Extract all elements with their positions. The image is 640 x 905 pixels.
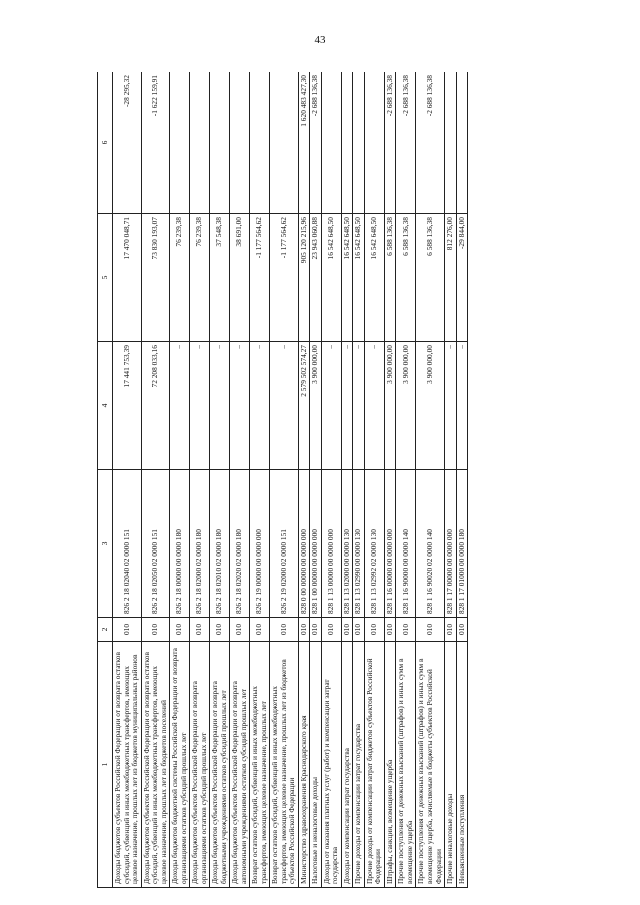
cell-exec: 76 239,38	[190, 214, 210, 342]
cell-dev: -28 295,32	[113, 72, 142, 214]
cell-dev: -2 688 136,38	[396, 72, 416, 214]
table-row	[310, 72, 322, 888]
table-row	[113, 72, 142, 888]
cell-name: Возврат остатков субсидий, субвенций и иных межбюджетных трансфертов, имеющих целевое назначение, прошлых лет из бюджетов субъектов Российской Федерации	[270, 642, 299, 888]
page-number: 43	[314, 34, 326, 46]
table-row	[190, 72, 210, 888]
cell-exec: 16 542 648,50	[321, 214, 341, 342]
cell-plan: 3 900 000,00	[396, 342, 416, 470]
cell-name: Доходы бюджетов бюджетной системы Российской Федерации от возврата организациями остатков субсидий прошлых лет	[170, 642, 190, 888]
rotated-sheet	[97, 72, 601, 888]
cell-code: 828 1 13 02990 00 0000 130	[353, 470, 365, 618]
cell-exec: 23 943 060,88	[310, 214, 322, 342]
cell-admin: 010	[141, 618, 170, 642]
table-row	[341, 72, 353, 888]
cell-admin: 010	[190, 618, 210, 642]
cell-dev: -2 688 136,38	[384, 72, 396, 214]
cell-admin: 010	[456, 618, 468, 642]
cell-dev	[456, 72, 468, 214]
cell-name: Доходы бюджетов субъектов Российской Федерации от возврата бюджетными учреждениями остатков субсидий прошлых лет	[210, 642, 230, 888]
cell-plan: –	[456, 342, 468, 470]
cell-name: Доходы от компенсации затрат государства	[341, 642, 353, 888]
cell-plan: –	[364, 342, 384, 470]
table-body	[113, 72, 468, 888]
table-row	[298, 72, 310, 888]
column-number: 2	[98, 618, 113, 642]
cell-admin: 010	[321, 618, 341, 642]
cell-dev	[445, 72, 457, 214]
cell-admin: 010	[210, 618, 230, 642]
cell-plan: –	[321, 342, 341, 470]
cell-code: 826 2 18 02050 02 0000 151	[141, 470, 170, 618]
cell-name: Доходы бюджетов субъектов Российской Федерации от возврата автономными учреждениями остатков субсидий прошлых лет	[230, 642, 250, 888]
cell-exec: 38 691,00	[230, 214, 250, 342]
cell-name: Прочие доходы от компенсации затрат государства	[353, 642, 365, 888]
table-row	[445, 72, 457, 888]
cell-admin: 010	[353, 618, 365, 642]
cell-dev: -1 622 159,91	[141, 72, 170, 214]
cell-dev	[230, 72, 250, 214]
table-row	[396, 72, 416, 888]
cell-plan: 3 900 000,00	[416, 342, 445, 470]
cell-exec: 73 830 193,07	[141, 214, 170, 342]
cell-code: 828 1 16 90020 02 0000 140	[416, 470, 445, 618]
cell-exec: 6 588 136,38	[384, 214, 396, 342]
cell-name: Невыясненные поступления	[456, 642, 468, 888]
cell-admin: 010	[230, 618, 250, 642]
cell-admin: 010	[364, 618, 384, 642]
cell-admin: 010	[341, 618, 353, 642]
cell-exec: -1 177 564,62	[250, 214, 270, 342]
cell-code: 826 2 19 02000 02 0000 151	[270, 470, 299, 618]
cell-dev	[270, 72, 299, 214]
cell-code: 828 1 13 00000 00 0000 000	[321, 470, 341, 618]
cell-exec: -1 177 564,62	[270, 214, 299, 342]
cell-name: Прочие поступления от денежных взысканий (штрафов) и иных сумм в возмещение ущерба, зачисляемые в бюджеты субъектов Российской Федерации	[416, 642, 445, 888]
cell-code: 826 2 19 00000 00 0000 000	[250, 470, 270, 618]
cell-admin: 010	[170, 618, 190, 642]
cell-exec: 16 542 648,50	[341, 214, 353, 342]
cell-plan: 72 208 033,16	[141, 342, 170, 470]
cell-dev	[321, 72, 341, 214]
cell-code: 828 1 17 00000 00 0000 000	[445, 470, 457, 618]
cell-plan: –	[341, 342, 353, 470]
cell-dev	[250, 72, 270, 214]
cell-exec: 17 470 048,71	[113, 214, 142, 342]
cell-name: Прочие доходы от компенсации затрат бюджетов субъектов Российской Федерации	[364, 642, 384, 888]
cell-dev: -2 688 136,38	[310, 72, 322, 214]
cell-dev	[210, 72, 230, 214]
table-row	[321, 72, 341, 888]
cell-name: Доходы бюджетов субъектов Российской Федерации от возврата организациями остатков субсидий прошлых лет	[190, 642, 210, 888]
column-number-row	[98, 72, 113, 888]
cell-code: 828 1 17 01000 00 0000 180	[456, 470, 468, 618]
cell-plan: 3 900 000,00	[384, 342, 396, 470]
cell-code: 828 1 13 02000 00 0000 130	[341, 470, 353, 618]
column-number: 6	[98, 72, 113, 214]
cell-dev: -2 688 136,38	[416, 72, 445, 214]
cell-admin: 010	[298, 618, 310, 642]
cell-exec: 37 548,38	[210, 214, 230, 342]
column-number: 1	[98, 642, 113, 888]
table-row	[141, 72, 170, 888]
cell-code: 826 2 18 00000 00 0000 180	[170, 470, 190, 618]
cell-exec: 6 588 136,38	[396, 214, 416, 342]
cell-dev	[341, 72, 353, 214]
cell-dev	[353, 72, 365, 214]
cell-code: 826 2 18 02000 02 0000 180	[190, 470, 210, 618]
cell-name: Возврат остатков субсидий, субвенций и иных межбюджетных трансфертов, имеющих целевое назначение, прошлых лет	[250, 642, 270, 888]
cell-plan: –	[210, 342, 230, 470]
cell-code: 828 1 13 02992 02 0000 130	[364, 470, 384, 618]
cell-plan: 17 441 753,39	[113, 342, 142, 470]
cell-plan: 3 900 000,00	[310, 342, 322, 470]
cell-dev: 1 620 483 427,30	[298, 72, 310, 214]
cell-admin: 010	[416, 618, 445, 642]
cell-code: 826 2 18 02040 02 0000 151	[113, 470, 142, 618]
table-row	[170, 72, 190, 888]
cell-plan: –	[170, 342, 190, 470]
column-number: 5	[98, 214, 113, 342]
cell-exec: 6 588 136,38	[416, 214, 445, 342]
table-row	[230, 72, 250, 888]
cell-exec: 76 239,38	[170, 214, 190, 342]
cell-admin: 010	[396, 618, 416, 642]
cell-name: Доходы бюджетов субъектов Российской Федерации от возврата остатков субсидий, субвенций и иных межбюджетных трансфертов, имеющих целевое назначение, прошлых лет из бюджетов поселений	[141, 642, 170, 888]
cell-plan: –	[230, 342, 250, 470]
cell-exec: 16 542 648,50	[364, 214, 384, 342]
cell-plan: 2 579 502 574,27	[298, 342, 310, 470]
column-number: 3	[98, 470, 113, 618]
cell-exec: 16 542 648,50	[353, 214, 365, 342]
cell-code: 828 0 00 00000 00 0000 000	[298, 470, 310, 618]
cell-code: 828 1 16 90000 00 0000 140	[396, 470, 416, 618]
table-row	[416, 72, 445, 888]
cell-code: 828 1 00 00000 00 0000 000	[310, 470, 322, 618]
column-number: 4	[98, 342, 113, 470]
table-row	[456, 72, 468, 888]
table-row	[250, 72, 270, 888]
table-row	[353, 72, 365, 888]
cell-dev	[364, 72, 384, 214]
cell-code: 826 2 18 02020 02 0000 180	[230, 470, 250, 618]
cell-admin: 010	[270, 618, 299, 642]
cell-name: Налоговые и неналоговые доходы	[310, 642, 322, 888]
cell-plan: –	[445, 342, 457, 470]
cell-plan: –	[270, 342, 299, 470]
cell-admin: 010	[310, 618, 322, 642]
cell-name: Прочие поступления от денежных взысканий (штрафов) и иных сумм в возмещение ущерба	[396, 642, 416, 888]
cell-admin: 010	[445, 618, 457, 642]
rotated-content	[97, 72, 601, 888]
cell-exec: 905 120 215,96	[298, 214, 310, 342]
cell-dev	[170, 72, 190, 214]
table-row	[364, 72, 384, 888]
cell-admin: 010	[250, 618, 270, 642]
cell-admin: 010	[113, 618, 142, 642]
cell-code: 826 2 18 02010 02 0000 180	[210, 470, 230, 618]
cell-code: 828 1 16 00000 00 0000 000	[384, 470, 396, 618]
cell-plan: –	[250, 342, 270, 470]
cell-name: Доходы бюджетов субъектов Российской Федерации от возврата остатков субсидий, субвенций и иных межбюджетных трансфертов, имеющих целевое назначение, прошлых лет из бюджетов муниципальных районов	[113, 642, 142, 888]
cell-name: Министерство здравоохранения Краснодарского края	[298, 642, 310, 888]
table-row	[384, 72, 396, 888]
cell-dev	[190, 72, 210, 214]
cell-plan: –	[190, 342, 210, 470]
cell-name: Доходы от оказания платных услуг (работ) и компенсации затрат государства	[321, 642, 341, 888]
cell-exec: -29 844,00	[456, 214, 468, 342]
cell-exec: 812 276,00	[445, 214, 457, 342]
cell-name: Штрафы, санкции, возмещение ущерба	[384, 642, 396, 888]
cell-plan: –	[353, 342, 365, 470]
table-row	[210, 72, 230, 888]
cell-admin: 010	[384, 618, 396, 642]
budget-table	[97, 72, 468, 888]
table-row	[270, 72, 299, 888]
cell-name: Прочие неналоговые доходы	[445, 642, 457, 888]
